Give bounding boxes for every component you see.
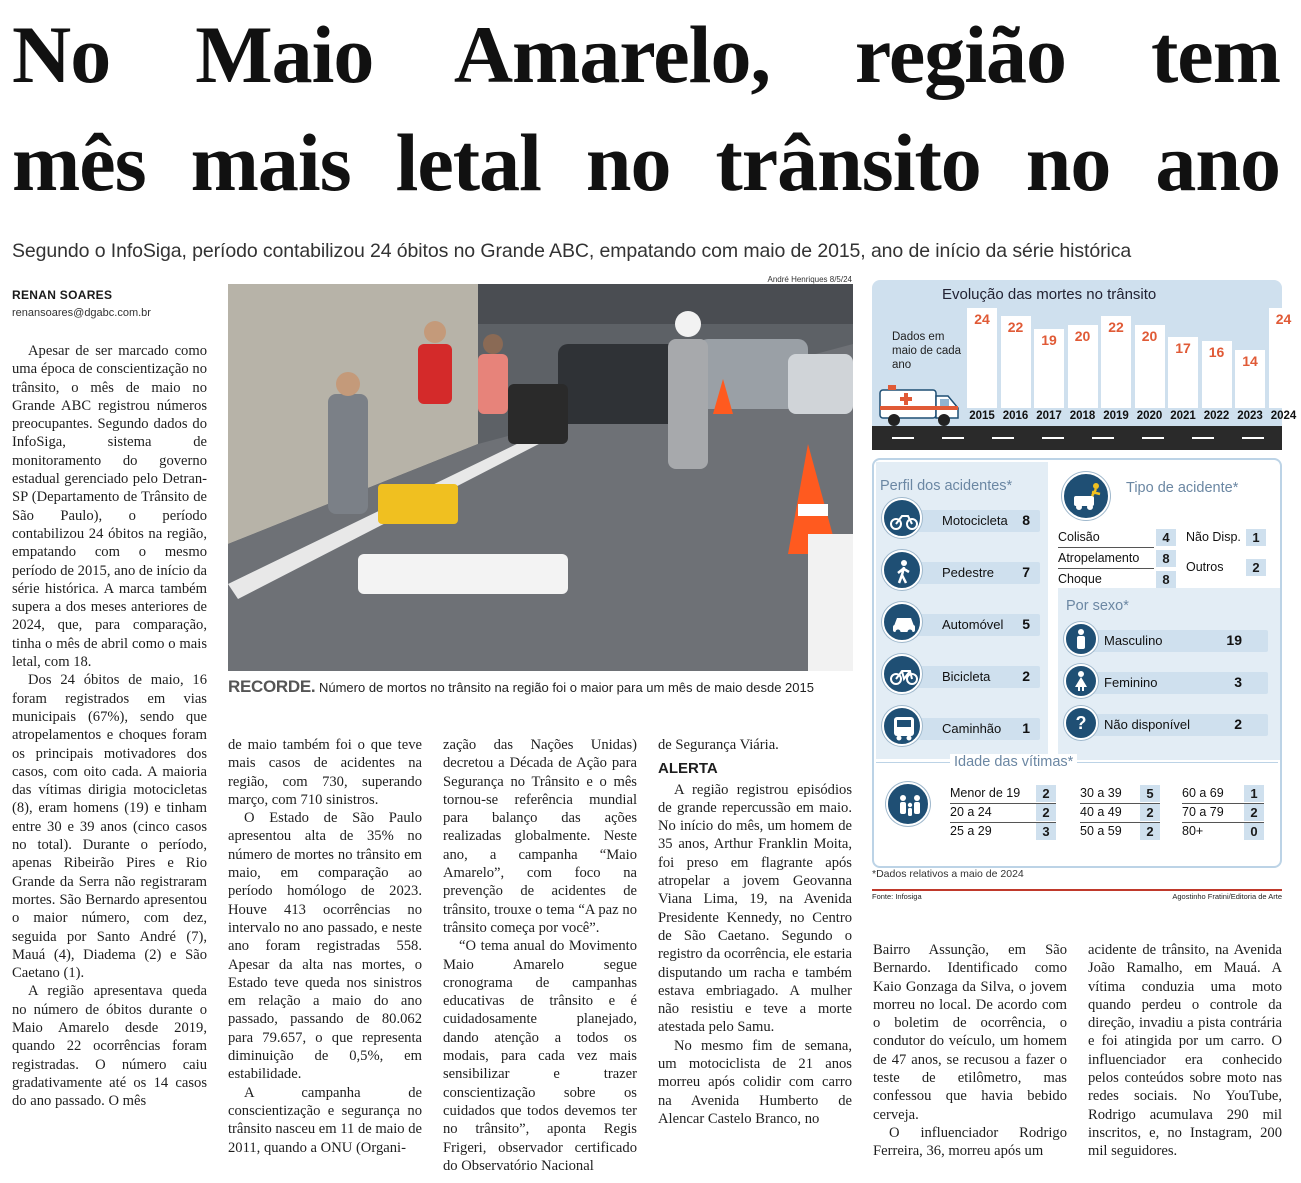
- sexo-label: Feminino: [1104, 675, 1158, 690]
- sexo-value: 2: [1234, 716, 1242, 732]
- paragraph: No mesmo fim de semana, um motociclista de 21 anos morreu após colidir com carro na Avenida Humberto de Alencar Castelo Branco, no: [658, 1037, 852, 1127]
- paragraph: A campanha de conscientização e segurança no trânsito nasceu em 11 de maio de 2011, quando a ONU (Organi-: [228, 1084, 422, 1156]
- bar-2019: [1101, 316, 1131, 408]
- sexo-title: Por sexo*: [1066, 598, 1129, 614]
- perfil-title: Perfil dos acidentes*: [880, 478, 1013, 494]
- paragraph: Apesar de ser marcado como uma época de conscientização no trânsito, o mês de maio no Grande ABC registrou números preocupantes. Segundo dados do InfoSiga, sistema de monitoramento do governo estadual gerenciado pelo Detran-SP (Departamento de Trânsito de São Paulo), o período contabilizou 24 óbitos na região, empatando com o mesmo período de 2015, ano de início da série histórica. A marca também supera a dos meses anteriores de 2024, que, para comparação, tinha o mês de abril como o mais letal, com 18.: [12, 343, 207, 671]
- news-photo: [228, 284, 853, 671]
- car-icon: [882, 602, 922, 642]
- bar-value-label: 14: [1242, 352, 1258, 369]
- idade-label: 50 a 59: [1080, 824, 1122, 838]
- bar-value-label: 20: [1074, 327, 1091, 344]
- bar-year-label: 2023: [1237, 410, 1263, 422]
- sexo-row: [1074, 630, 1268, 652]
- bar-value-label: 20: [1141, 327, 1158, 344]
- paragraph: O influenciador Rodrigo Ferreira, 36, morreu após um: [873, 1124, 1067, 1160]
- idade-value: 1: [1244, 785, 1264, 802]
- article-column-4: [658, 736, 852, 1128]
- paragraph: Dos 24 óbitos de maio, 16 foram registrados em vias municipais (67%), sendo que atropelamentos e choques foram os principais motivadores dos casos, com oito cada. A maioria das vítimas dirigia motocicletas (8), eram homens (19) e tinham entre 30 e 39 anos (cinco casos no total). Durante o período, apenas Ribeirão Pires e Rio Grande da Serra não registraram mortes. São Bernardo apresentou o maior número, com dez, seguida por Santo André (7), Mauá (4), Diadema (2) e São Caetano (1).: [12, 672, 207, 982]
- sexo-value: 19: [1226, 632, 1242, 648]
- article-column-6: [1088, 941, 1282, 1161]
- chart-title: Evolução das mortes no trânsito: [942, 286, 1157, 303]
- bar-value-label: 24: [974, 311, 990, 327]
- bar-year-label: 2018: [1069, 410, 1096, 422]
- bar-year-label: 2016: [1002, 410, 1029, 422]
- bar-value-label: 16: [1208, 344, 1225, 361]
- bar-value-label: 19: [1041, 331, 1057, 348]
- bar-value-label: 24: [1275, 311, 1292, 327]
- paragraph: de Segurança Viária.: [658, 737, 779, 753]
- tipo-title: Tipo de acidente*: [1126, 480, 1239, 496]
- byline-author: RENAN SOARES: [12, 288, 113, 302]
- stats-panel: [872, 458, 1282, 868]
- idade-value: 3: [1036, 823, 1056, 840]
- svg-text:?: ?: [1075, 713, 1087, 733]
- bar-2017: [1034, 329, 1064, 408]
- bar-2020: [1135, 325, 1165, 408]
- motorcycle-icon: [882, 498, 922, 538]
- idade-value: 0: [1244, 823, 1264, 840]
- headline-line-2: mês mais letal no trânsito no ano: [12, 117, 1280, 208]
- section-heading-alerta: ALERTA: [658, 760, 718, 778]
- infographic: [872, 280, 1297, 904]
- pedestrian-icon: [882, 550, 922, 590]
- sexo-row: [1074, 672, 1268, 694]
- sexo-label: Não disponível: [1104, 717, 1190, 732]
- idade-label: 30 a 39: [1080, 786, 1122, 800]
- road-decoration: [872, 426, 1282, 450]
- idade-label: 80+: [1182, 824, 1204, 838]
- bar-year-label: 2020: [1136, 410, 1163, 422]
- paragraph: zação das Nações Unidas) decretou a Década de Ação para Segurança no Trânsito e o mês tornou-se referência mundial para balanço das ações realizadas globalmente. Neste ano, a campanha “Maio Amarelo”, com foco na prevenção de acidentes de trânsito, trouxe o tema “A paz no trânsito começa por você”.: [443, 737, 637, 936]
- article-column-5: [873, 941, 1067, 1161]
- tipo-value: 8: [1156, 550, 1176, 567]
- idade-label: 20 a 24: [950, 805, 992, 819]
- photo-caption: [228, 677, 858, 697]
- perfil-label: Pedestre: [942, 565, 995, 580]
- bar-year-label: 2021: [1170, 410, 1196, 422]
- perfil-value: 8: [1022, 512, 1030, 528]
- perfil-label: Motocicleta: [942, 513, 1008, 528]
- perfil-label: Caminhão: [942, 721, 1002, 736]
- paragraph: acidente de trânsito, na Avenida João Ramalho, em Mauá. A vítima conduzia uma moto quando perdeu o controle da direção, invadiu a pista contrária e foi atingida por um carro. O influenciador era conhecido pelos conteúdos sobre moto nas redes sociais. No YouTube, Rodrigo acumulava 290 mil inscritos, e, no Instagram, 200 mil seguidores.: [1088, 942, 1282, 1160]
- bar-year-label: 2015: [969, 410, 995, 422]
- article-column-2: [228, 736, 422, 1157]
- tipo-label: Outros: [1186, 560, 1224, 574]
- paragraph: A região registrou episódios de grande repercussão em maio. No início do mês, um homem de 35 anos, Arthur Franklin Moita, foi preso em flagrante após atropelar a jovem Geovanna Viana Lima, 19, na Avenida Presidente Kennedy, no Centro de São Caetano. Segundo o registro da ocorrência, ele estaria disputando um racha e também estava embriagado. A mulher não resistiu e teve a morte atestada pelo Samu.: [658, 781, 852, 1036]
- idade-value: 5: [1140, 785, 1160, 802]
- bar-2023: [1235, 350, 1265, 408]
- tipo-label: Choque: [1058, 572, 1102, 586]
- sexo-row: [1074, 714, 1268, 736]
- bar-2022: [1202, 341, 1232, 408]
- tipo-label: Colisão: [1058, 530, 1100, 544]
- idade-value: 2: [1140, 804, 1160, 821]
- bar-2015: [967, 308, 997, 408]
- deck-subtitle: Segundo o InfoSiga, período contabilizou 24 óbitos no Grande ABC, empatando com maio de 2015, ano de início da série histórica: [12, 240, 1132, 262]
- female-icon: [1064, 664, 1098, 698]
- perfil-value: 2: [1022, 668, 1030, 684]
- bar-value-label: 22: [1007, 319, 1024, 336]
- tipo-value: 1: [1246, 529, 1266, 546]
- tipo-value: 8: [1156, 571, 1176, 588]
- idade-label: 25 a 29: [950, 824, 992, 838]
- idade-value: 2: [1036, 804, 1056, 821]
- bar-value-label: 17: [1175, 340, 1191, 357]
- question-icon: [1064, 706, 1098, 740]
- bar-2024: [1269, 308, 1299, 408]
- bar-year-label: 2017: [1036, 410, 1062, 422]
- paragraph: “O tema anual do Movimento Maio Amarelo segue cronograma de campanhas educativas de trânsito e é cuidadosamente planejado, dando atenção a todos os modais, para cada vez mais sensibilizar e trazer conscientização sobre os cuidados que todos devemos ter no trânsito”, aponta Regis Frigeri, observador certificado do Observatório Nacional: [443, 938, 637, 1174]
- source-line: [872, 889, 1282, 901]
- byline-email[interactable]: renansoares@dgabc.com.br: [12, 307, 151, 319]
- infographic-footnote: *Dados relativos a maio de 2024: [872, 868, 1024, 880]
- paragraph: de maio também foi o que teve mais casos de acidentes na região, com 730, superando março, com 710 sinistros.: [228, 737, 422, 808]
- sexo-label: Masculino: [1104, 633, 1163, 648]
- bar-2018: [1068, 325, 1098, 408]
- perfil-value: 5: [1022, 616, 1030, 632]
- idade-value: 2: [1244, 804, 1264, 821]
- evolution-chart: [872, 280, 1297, 450]
- perfil-label: Automóvel: [942, 617, 1004, 632]
- tipo-label: Atropelamento: [1058, 551, 1140, 565]
- paragraph: O Estado de São Paulo apresentou alta de 35% no número de mortes no trânsito em maio, em comparação ao período homólogo de 2023. Houve 413 ocorrências no intervalo no ano passado, e neste ano foram registradas 558. Apesar da alta nas mortes, o Estado teve queda nos sinistros em relação a maio do ano passado, passando de 80.062 para 79.657, o que representa diminuição de 0,5%, em estabilidade.: [228, 810, 422, 1083]
- idade-label: 70 a 79: [1182, 805, 1224, 819]
- bar-2021: [1168, 337, 1198, 408]
- idade-label: 60 a 69: [1182, 786, 1224, 800]
- bar-year-label: 2019: [1103, 410, 1129, 422]
- headline-line-1: No Maio Amarelo, região tem: [12, 9, 1280, 100]
- tipo-value: 4: [1156, 529, 1176, 546]
- family-icon: [886, 782, 930, 826]
- article-column-1: [12, 342, 207, 1110]
- bar-2016: [1001, 316, 1031, 408]
- paragraph: Bairro Assunção, em São Bernardo. Identificado como Kaio Gonzaga da Silva, o jovem morreu no local. De acordo com o boletim de ocorrência, o condutor do veículo, um homem de 47 anos, se recusou a fazer o teste de etilômetro, mas confessou que havia bebido cerveja.: [873, 942, 1067, 1123]
- male-icon: [1064, 622, 1098, 656]
- bicycle-icon: [882, 654, 922, 694]
- photo-credit: André Henriques 8/5/24: [767, 275, 852, 284]
- idade-value: 2: [1036, 785, 1056, 802]
- bar-year-label: 2024: [1270, 410, 1297, 422]
- caption-lead: RECORDE.: [228, 677, 316, 696]
- source-text: Fonte: Infosiga: [872, 892, 922, 901]
- crash-type-icon: [1062, 472, 1110, 520]
- idade-label: Menor de 19: [950, 786, 1021, 800]
- tipo-value: 2: [1246, 559, 1266, 576]
- chart-note: Dados em maio de cada ano: [892, 331, 962, 371]
- accident-scene-illustration: [228, 284, 853, 671]
- caption-text: Número de mortos no trânsito na região foi o maior para um mês de maio desde 2015: [318, 680, 814, 695]
- bar-value-label: 22: [1108, 319, 1124, 336]
- truck-icon: [882, 706, 922, 746]
- bar-year-label: 2022: [1203, 410, 1230, 422]
- perfil-label: Bicicleta: [942, 669, 991, 684]
- tipo-label: Não Disp.: [1186, 530, 1241, 544]
- ambulance-icon: [878, 380, 960, 428]
- paragraph: A região apresentava queda no número de óbitos durante o Maio Amarelo desde 2019, quando 22 ocorrências foram registradas. O número caiu gradativamente até os 14 casos do ano passado. O mês: [12, 983, 207, 1110]
- art-credit: Agostinho Fratini/Editoria de Arte: [1172, 892, 1282, 901]
- perfil-value: 7: [1022, 564, 1030, 580]
- idade-label: 40 a 49: [1080, 805, 1122, 819]
- article-column-3: [443, 736, 637, 1175]
- idade-value: 2: [1140, 823, 1160, 840]
- idade-title: Idade das vítimas*: [950, 754, 1077, 770]
- perfil-value: 1: [1022, 720, 1030, 736]
- sexo-value: 3: [1234, 674, 1242, 690]
